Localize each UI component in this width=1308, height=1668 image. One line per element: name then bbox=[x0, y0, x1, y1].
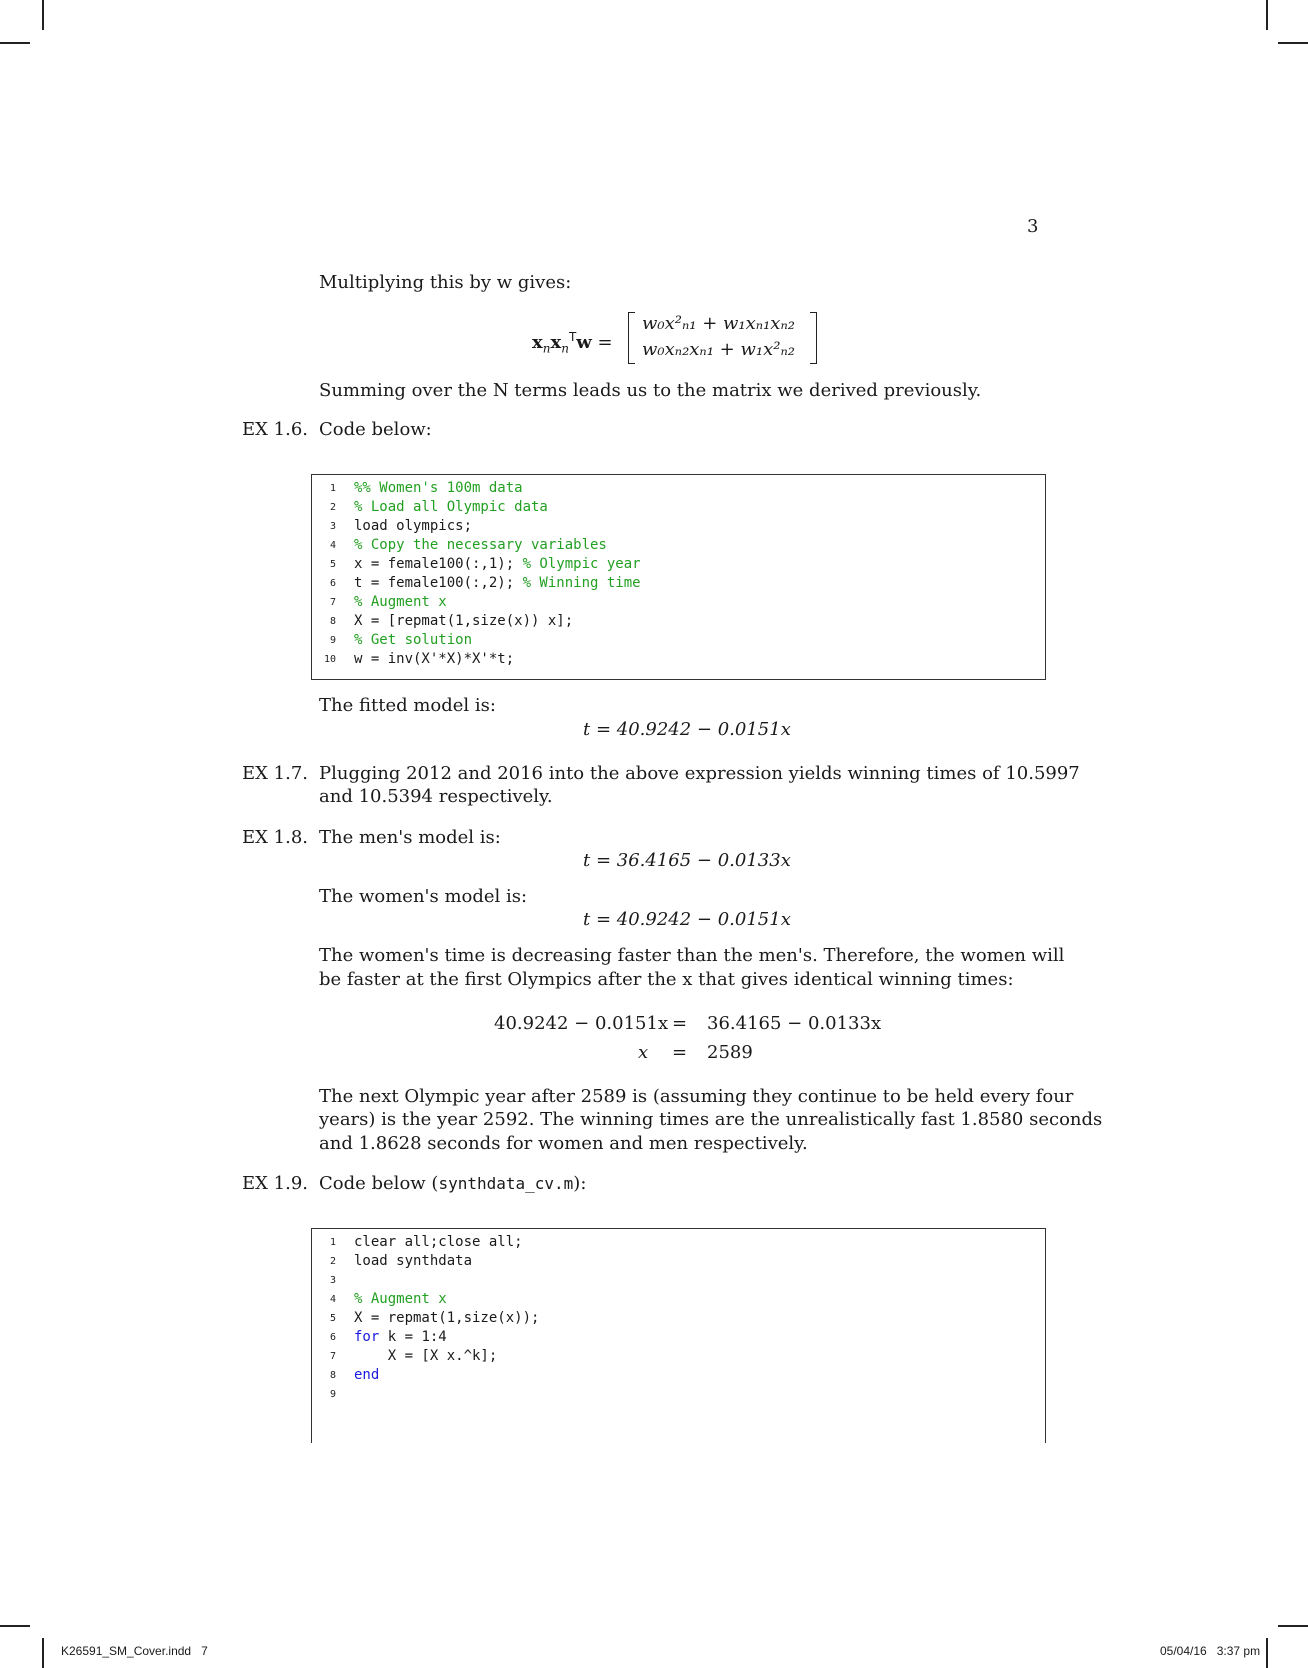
code-text bbox=[354, 612, 573, 631]
code-text bbox=[354, 1328, 447, 1347]
ex18-para1-line1: The women's time is decreasing faster than the men's. Therefore, the women will bbox=[319, 945, 1065, 966]
code-comment: % Olympic year bbox=[522, 556, 641, 572]
line-number: 3 bbox=[329, 521, 336, 532]
line-number: 4 bbox=[329, 540, 336, 551]
code-token: load olympics; bbox=[354, 518, 473, 534]
code-text bbox=[354, 1252, 472, 1271]
footer-right: 05/04/16 3:37 pm bbox=[1160, 1644, 1261, 1658]
crop-mark bbox=[0, 42, 30, 44]
code-text bbox=[354, 631, 472, 650]
code-comment: % Get solution bbox=[354, 632, 473, 648]
code-comment: % Augment x bbox=[354, 594, 447, 610]
code-comment: % Load all Olympic data bbox=[354, 499, 548, 515]
eq2-equals: = bbox=[672, 1042, 688, 1063]
ex17-label: EX 1.7. bbox=[242, 763, 309, 784]
line-number: 10 bbox=[323, 654, 336, 665]
code-line bbox=[312, 555, 1045, 574]
line-number: 6 bbox=[329, 1332, 336, 1343]
code-text bbox=[354, 1233, 523, 1252]
code-keyword: end bbox=[354, 1367, 380, 1383]
ex18-para2-line1: The next Olympic year after 2589 is (assuming they continue to be held every four bbox=[319, 1086, 1074, 1107]
line-number: 9 bbox=[329, 1389, 336, 1400]
crop-mark bbox=[1266, 1638, 1268, 1668]
eq2-rhs: 2589 bbox=[707, 1042, 753, 1063]
ex19-filename: synthdata_cv.m bbox=[438, 1174, 574, 1193]
code-comment: % Winning time bbox=[522, 575, 641, 591]
code-line bbox=[312, 1366, 1045, 1385]
code-line bbox=[312, 1271, 1045, 1290]
ex17-line-1: Plugging 2012 and 2016 into the above expression yields winning times of 10.5997 bbox=[319, 763, 1080, 784]
code-text bbox=[354, 1366, 379, 1385]
ex18-para1-line2: be faster at the first Olympics after the x that gives identical winning times: bbox=[319, 969, 1014, 990]
code-line bbox=[312, 1290, 1045, 1309]
intro-text: Multiplying this by w gives: bbox=[319, 272, 572, 293]
ex16-text: Code below: bbox=[319, 419, 432, 440]
matrix-lhs: $x_nx_n^Tw$ = bbox=[532, 330, 613, 356]
line-number: 6 bbox=[329, 578, 336, 589]
code-text bbox=[354, 479, 523, 498]
code-token: X = [X x.^k]; bbox=[354, 1348, 498, 1364]
code-line bbox=[312, 1252, 1045, 1271]
code-text bbox=[354, 517, 472, 536]
code-text bbox=[354, 1309, 539, 1328]
code-line bbox=[312, 612, 1045, 631]
code-token: k = 1:4 bbox=[379, 1329, 447, 1345]
code-line bbox=[312, 650, 1045, 669]
women-model-text: The women's model is: bbox=[319, 886, 528, 907]
ex18-para2-line3: and 1.8628 seconds for women and men respectively. bbox=[319, 1133, 808, 1154]
code-text bbox=[354, 574, 641, 593]
ex18-para2-line2: years) is the year 2592. The winning times are the unrealistically fast 1.8580 seconds bbox=[319, 1109, 1103, 1130]
line-number: 8 bbox=[329, 616, 336, 627]
code-comment: % Augment x bbox=[354, 1291, 447, 1307]
matrix-bracket-right bbox=[810, 312, 817, 364]
code-line bbox=[312, 631, 1045, 650]
crop-mark bbox=[0, 1625, 30, 1627]
code-text bbox=[354, 536, 607, 555]
code-line bbox=[312, 1328, 1045, 1347]
line-number: 4 bbox=[329, 1294, 336, 1305]
page-number: 3 bbox=[1027, 216, 1039, 237]
ex19-text: Code below (synthdata_cv.m): bbox=[319, 1173, 587, 1194]
code-line bbox=[312, 1385, 1045, 1404]
line-number: 1 bbox=[329, 1237, 336, 1248]
code-text bbox=[354, 498, 548, 517]
eq1-lhs: 40.9242 − 0.0151x bbox=[494, 1013, 669, 1034]
line-number: 5 bbox=[329, 1313, 336, 1324]
crop-mark bbox=[42, 1638, 44, 1668]
code-token: t = female100(:,2); bbox=[354, 575, 523, 591]
line-number: 8 bbox=[329, 1370, 336, 1381]
code-line bbox=[312, 1347, 1045, 1366]
code-token: X = repmat(1,size(x)); bbox=[354, 1310, 540, 1326]
crop-mark bbox=[42, 0, 44, 30]
line-number: 2 bbox=[329, 1256, 336, 1267]
line-number: 7 bbox=[329, 597, 336, 608]
matrix-row-2: w₀xₙ₂xₙ₁ + w₁x²ₙ₂ bbox=[642, 339, 795, 360]
code-listing-1 bbox=[311, 474, 1046, 680]
women-model-equation: t = 40.9242 − 0.0151x bbox=[583, 909, 791, 930]
men-model-text: The men's model is: bbox=[319, 827, 501, 848]
crop-mark bbox=[1266, 0, 1268, 30]
code-token: clear all;close all; bbox=[354, 1234, 523, 1250]
crop-mark bbox=[1278, 1625, 1308, 1627]
ex19-label: EX 1.9. bbox=[242, 1173, 309, 1194]
code-text bbox=[354, 1347, 497, 1366]
eq2-lhs: x bbox=[638, 1042, 649, 1063]
line-number: 7 bbox=[329, 1351, 336, 1362]
fitted-equation: t = 40.9242 − 0.0151x bbox=[583, 719, 791, 740]
summing-text: Summing over the N terms leads us to the matrix we derived previously. bbox=[319, 380, 982, 401]
eq1-equals: = bbox=[672, 1013, 688, 1034]
matrix-bracket-left bbox=[628, 312, 635, 364]
line-number: 3 bbox=[329, 1275, 336, 1286]
code-token: load synthdata bbox=[354, 1253, 473, 1269]
fitted-text: The fitted model is: bbox=[319, 695, 496, 716]
code-text bbox=[354, 555, 641, 574]
code-comment: % Copy the necessary variables bbox=[354, 537, 607, 553]
matrix-row-1: w₀x²ₙ₁ + w₁xₙ₁xₙ₂ bbox=[642, 313, 795, 334]
code-token: X = [repmat(1,size(x)) x]; bbox=[354, 613, 574, 629]
code-line bbox=[312, 498, 1045, 517]
code-comment: %% Women's 100m data bbox=[354, 480, 523, 496]
line-number: 9 bbox=[329, 635, 336, 646]
code-token: w = inv(X'*X)*X'*t; bbox=[354, 651, 515, 667]
footer-left: K26591_SM_Cover.indd 7 bbox=[61, 1644, 208, 1658]
crop-mark bbox=[1278, 42, 1308, 44]
men-model-equation: t = 36.4165 − 0.0133x bbox=[583, 850, 791, 871]
ex16-label: EX 1.6. bbox=[242, 419, 309, 440]
line-number: 1 bbox=[329, 483, 336, 494]
code-line bbox=[312, 1233, 1045, 1252]
code-line bbox=[312, 517, 1045, 536]
code-keyword: for bbox=[354, 1329, 380, 1345]
ex17-line-2: and 10.5394 respectively. bbox=[319, 786, 553, 807]
code-token: x = female100(:,1); bbox=[354, 556, 523, 572]
code-text bbox=[354, 593, 447, 612]
code-text bbox=[354, 650, 514, 669]
line-number: 2 bbox=[329, 502, 336, 513]
code-line bbox=[312, 574, 1045, 593]
code-text bbox=[354, 1290, 447, 1309]
code-line bbox=[312, 536, 1045, 555]
eq1-rhs: 36.4165 − 0.0133x bbox=[707, 1013, 882, 1034]
code-line bbox=[312, 1309, 1045, 1328]
ex18-label: EX 1.8. bbox=[242, 827, 309, 848]
code-line bbox=[312, 479, 1045, 498]
code-line bbox=[312, 593, 1045, 612]
line-number: 5 bbox=[329, 559, 336, 570]
code-listing-2 bbox=[311, 1228, 1046, 1443]
